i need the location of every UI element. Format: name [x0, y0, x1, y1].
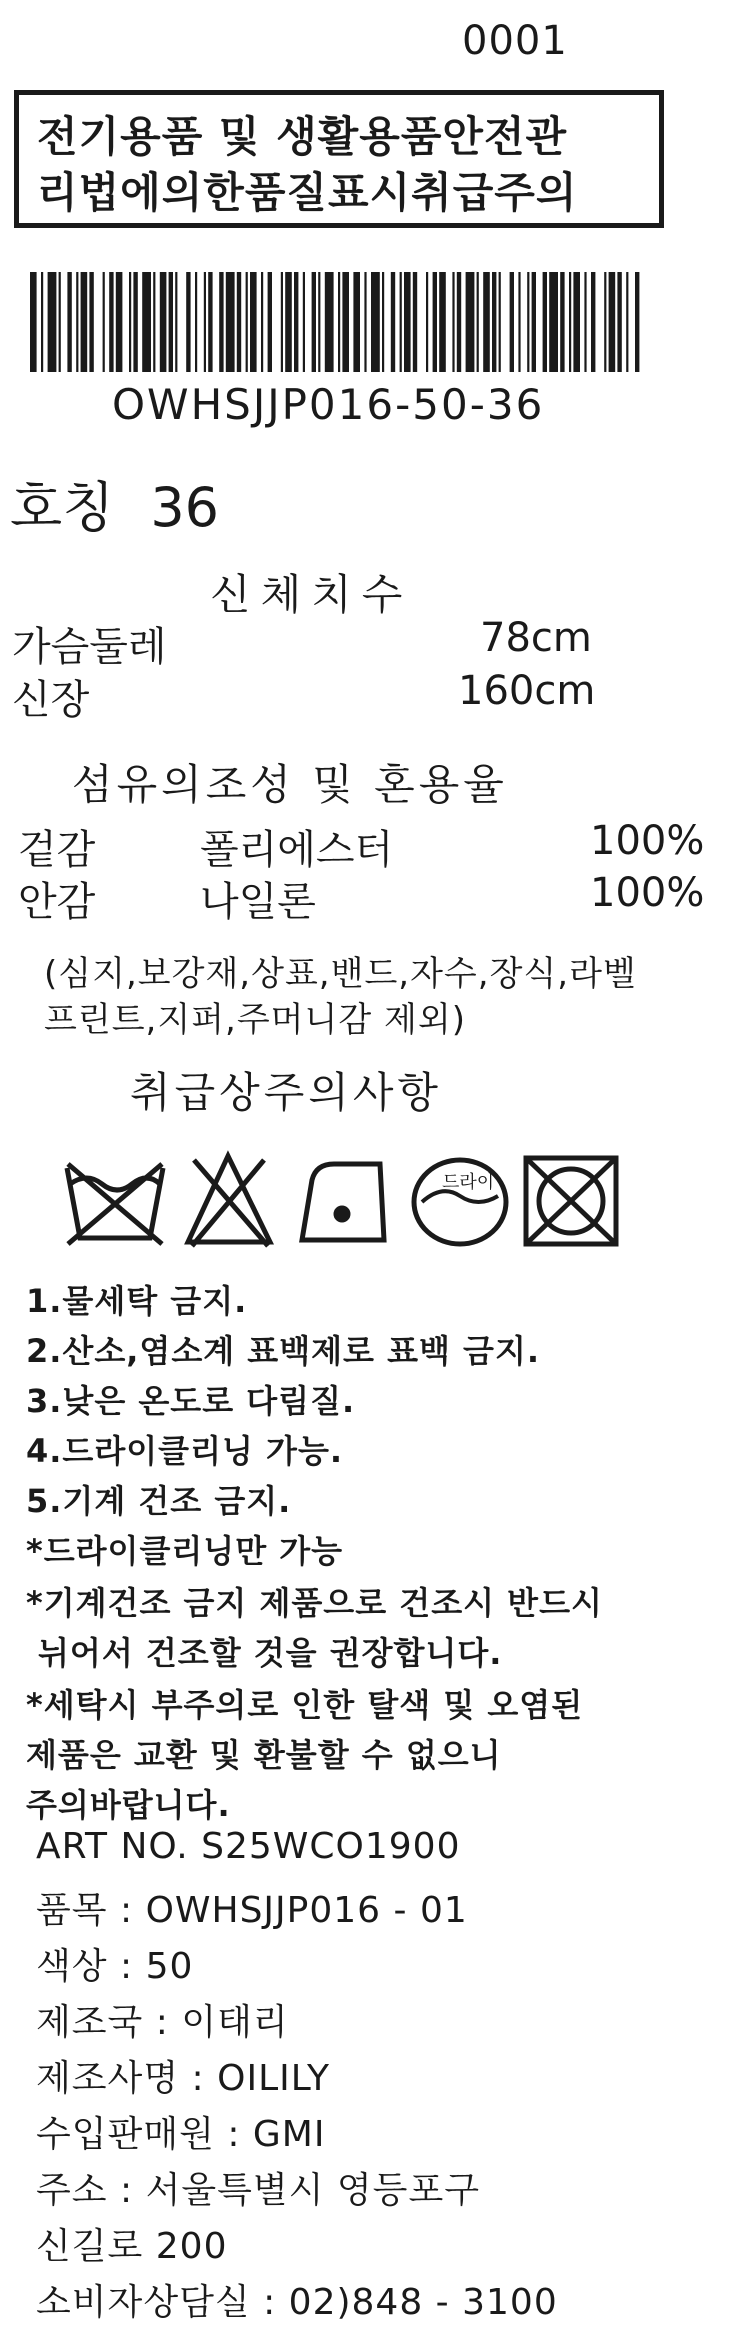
dry-clean-icon-text: 드라이 — [442, 1172, 495, 1193]
label-code: 0001 — [462, 18, 568, 64]
size-label: 호칭 — [10, 476, 115, 539]
dry-clean-icon — [414, 1160, 506, 1244]
care-note-3a: *세탁시 부주의로 인한 탈색 및 오염된 — [26, 1686, 584, 1724]
lining-material: 나일론 — [200, 879, 316, 925]
care-item-4: 4.드라이클리닝 가능. — [26, 1432, 344, 1470]
outer-material: 폴리에스터 — [200, 827, 394, 873]
info-item: 품목 : OWHSJJP016 - 01 — [36, 1890, 468, 1931]
care-item-3: 3.낮은 온도로 다림질. — [26, 1382, 356, 1420]
title-line-1: 전기용품 및 생활용품안전관 — [37, 112, 568, 161]
info-color: 색상 : 50 — [36, 1946, 194, 1987]
product-info — [36, 1826, 558, 2330]
title-line-2: 리법에의한품질표시취급주의 — [37, 168, 578, 217]
info-manufacturer: 제조사명 : OILILY — [36, 2058, 331, 2099]
height-label: 신장 — [12, 677, 90, 723]
care-note-3b: 제품은 교환 및 환불할 수 없으니 — [26, 1736, 502, 1774]
care-item-2: 2.산소,염소계 표백제로 표백 금지. — [26, 1332, 541, 1370]
lining-part: 안감 — [18, 879, 96, 925]
composition-note-1: (심지,보강재,상표,밴드,자수,장식,라벨 — [44, 954, 637, 994]
outer-percent: 100% — [590, 818, 705, 864]
barcode — [30, 272, 640, 372]
size-designation — [10, 465, 255, 542]
no-bleach-icon — [188, 1156, 270, 1246]
lining-percent: 100% — [590, 870, 705, 916]
care-note-2b: 뉘어서 건조할 것을 권장합니다. — [38, 1634, 503, 1672]
iron-low-icon — [302, 1164, 384, 1240]
info-address: 주소 : 서울특별시 영등포구 — [36, 2170, 480, 2211]
height-value: 160cm — [458, 668, 596, 714]
care-item-5: 5.기계 건조 금지. — [26, 1482, 292, 1520]
safety-title-box — [14, 90, 664, 228]
barcode-number: OWHSJJP016-50-36 — [112, 380, 545, 429]
chest-label: 가슴둘레 — [12, 624, 167, 670]
care-item-1: 1.물세탁 금지. — [26, 1282, 248, 1320]
no-wash-icon — [67, 1164, 163, 1244]
care-note-2a: *기계건조 금지 제품으로 건조시 반드시 — [26, 1584, 603, 1622]
composition-heading: 섬유의조성 및 혼용율 — [72, 760, 508, 809]
no-tumble-dry-icon — [526, 1158, 616, 1244]
chest-value: 78cm — [480, 615, 592, 661]
care-symbols — [62, 1150, 622, 1250]
info-address-2: 신길로 200 — [36, 2226, 228, 2267]
care-instructions — [26, 1282, 603, 1836]
size-value: 36 — [150, 476, 220, 539]
composition-note-2: 프린트,지퍼,주머니감 제외) — [44, 1000, 466, 1040]
care-note-3c: 주의바랍니다. — [26, 1786, 231, 1824]
info-phone: 소비자상담실 : 02)848 - 3100 — [36, 2282, 558, 2323]
care-note-1: *드라이클리닝만 가능 — [26, 1532, 344, 1570]
outer-part: 겉감 — [18, 827, 96, 873]
info-country: 제조국 : 이태리 — [36, 2002, 289, 2043]
info-art-no: ART NO. S25WCO1900 — [36, 1826, 461, 1867]
info-importer: 수입판매원 : GMI — [36, 2114, 326, 2155]
body-size-heading: 신체치수 — [210, 570, 413, 619]
care-heading: 취급상주의사항 — [130, 1068, 443, 1117]
